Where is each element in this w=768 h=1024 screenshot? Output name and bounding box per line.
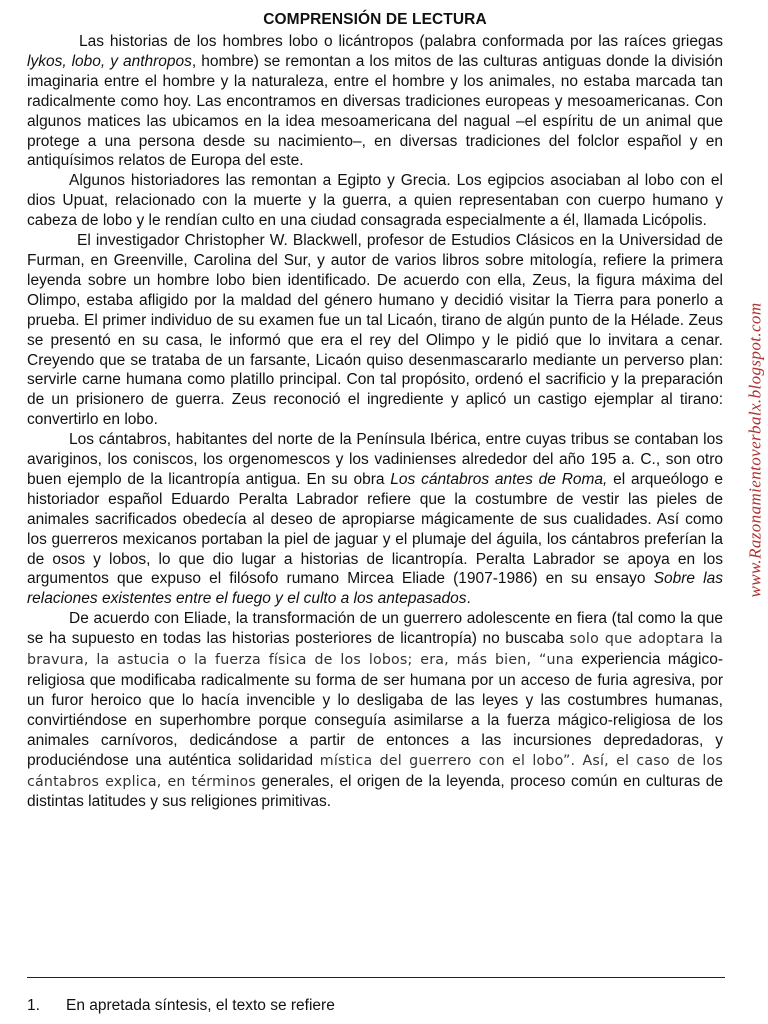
paragraph-1-text-a: Las historias de los hombres lobo o licántropos (palabra conformada por las raíces griegas <box>79 33 723 50</box>
document-title: COMPRENSIÓN DE LECTURA <box>263 11 487 28</box>
paragraph-4-text-a: Los cántabros, habitantes del norte de la Península Ibérica, entre cuyas tribus se contaban los avariginos, los coniscos, los orgenomescos y los vadinienses alrededor del año 195 a. C., son otro buen ejemplo de la licantropía antigua. En su obra <box>27 431 723 488</box>
blog-watermark <box>744 250 768 650</box>
paragraph-2: Algunos historiadores las remontan a Egipto y Grecia. Los egipcios asociaban al lobo con el dios Upuat, relacionado con la muerte y la guerra, a quien representaban con cuerpo humano y cabeza de lobo y le rendían culto en una ciudad consagrada especialmente a él, llamada Licópolis. <box>27 172 723 230</box>
paragraph-4-text-c: el arqueólogo e historiador español Eduardo Peralta Labrador refiere que la costumbre de vestir las pieles de animales sacrificados obedecía al deseo de apropiarse mágicamente de sus cualidades. Así como los guerreros mexicanos portaban la piel de jaguar y el plumaje del águila, los cántabros preferían la de osos y lobos, lo que dio lugar a historias de licantropía. Peralta Labrador se apoya en los argumentos que expuso el filósofo rumano Mircea Eliade (1907-1986) en su ensayo <box>27 470 723 588</box>
paragraph-1 <box>27 32 723 171</box>
paragraph-5 <box>27 609 723 812</box>
paragraph-5-text-c: experiencia mágico-religiosa que modificaba radicalmente su forma de ser humana por un acceso de furia agresiva, por un furor heroico que lo hacía invencible y lo desligaba de las leyes y las costumbres humanas, convirtiéndose en superhombre porque conseguía asimilarse a la fuerza mágico-religiosa de los animales carnívoros, dedicándose a partir de entonces a las incursiones depredadoras, y produciéndose una auténtica solidaridad <box>27 651 723 769</box>
paragraph-5-text-a: De acuerdo con Eliade, la transformación de un guerrero adolescente en fiera (tal como la que se ha supuesto en todas las historias posteriores de licantropía) no buscaba <box>27 610 723 648</box>
section-divider <box>27 977 725 978</box>
paragraph-5-text-d: mística del guerrero con el lobo”. Así, el caso de los cántabros explica, en términos <box>27 752 723 790</box>
question-number: 1. <box>27 997 40 1014</box>
paragraph-4-italic-title: Los cántabros antes de Roma, <box>390 470 608 488</box>
paragraph-4-text-e: . <box>466 590 471 608</box>
question-1 <box>27 996 335 1016</box>
reading-document <box>27 10 723 812</box>
paragraph-4 <box>27 430 723 609</box>
paragraph-5-text-e: generales, el origen de la leyenda, proceso común en culturas de distintas latitudes y sus religiones primitivas. <box>27 772 724 811</box>
paragraph-4-italic-essay: Sobre las relaciones existentes entre el fuego y el culto a los antepasados <box>27 570 723 608</box>
watermark-text: www.Razonamientoverbalx.blogspot.com <box>746 302 766 598</box>
question-text: En apretada síntesis, el texto se refiere <box>66 997 335 1014</box>
paragraph-5-text-b: solo que adoptara la bravura, la astucia o la fuerza física de los lobos; era, más bien, “una <box>27 631 723 669</box>
paragraph-1-italic: lykos, lobo, y anthropos <box>27 52 192 70</box>
paragraph-3: El investigador Christopher W. Blackwell, profesor de Estudios Clásicos en la Universidad de Furman, en Greenville, Carolina del Sur, y autor de varios libros sobre mitología, refiere la primera leyenda sobre un hombre lobo bien identificado. De acuerdo con ella, Zeus, la figura máxima del Olimpo, estaba afligido por la maldad del género humano y decidió visitar la Tierra para ponerlo a prueba. El primer individuo de su examen fue un tal Licaón, tirano de algún punto de la Hélade. Zeus se presentó en su casa, le informó que era el rey del Olimpo y le pidió que lo invitara a cenar. Creyendo que se trataba de un farsante, Licaón quiso desenmascararlo mediante un perverso plan: servirle carne humana como platillo principal. Con tal propósito, ordenó el sacrificio y la preparación de un prisionero de guerra. Zeus reconoció el ingrediente y aplicó un castigo ejemplar al tirano: convertirlo en lobo. <box>27 232 723 429</box>
paragraph-1-text-c: , hombre) se remontan a los mitos de las culturas antiguas donde la división imaginaria entre el hombre y la naturaleza, entre el hombre y los animales, no estaba marcada tan radicalmente como hoy. Las encontramos en diversas tradiciones europeas y mesoamericanas. Con algunos matices las ubicamos en la idea mesoamericana del nagual –el espíritu de un animal que protege a una persona desde su nacimiento–, en diversas tradiciones del folclor español y en antiquísimos relatos de Europa del este. <box>27 52 723 170</box>
